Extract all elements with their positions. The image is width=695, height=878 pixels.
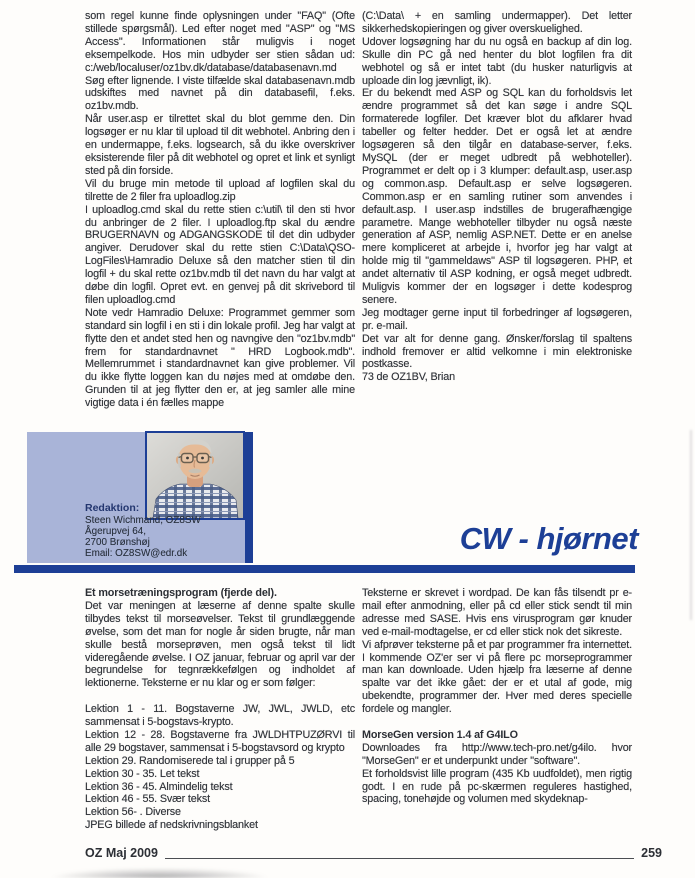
paragraph: Udover logsøgning har du nu også en backup af din log. Skulle din PC gå ned henter du blot logfilen fra dit webhotel og så er intet tabt (du husker naturligvis at uploade din log jævnligt, ik).	[362, 35, 632, 87]
top-article-right-column	[362, 10, 632, 410]
editor-info	[85, 502, 201, 559]
cw-article-left-column	[85, 587, 355, 832]
cw-article-heading: Et morsetræningsprogram (fjerde del).	[85, 587, 277, 599]
lektion-line: Lektion 46 - 55. Svær tekst	[85, 793, 210, 806]
scan-shadow-artifact	[52, 868, 267, 878]
paragraph: Et forholdsvist lille program (435 Kb uudfoldet), men rigtig godt. I en rude på pc-skærmen reguleres hastighed, spacing, tonehøjde og volumen med skydeknap-	[362, 767, 632, 806]
lektion-line: Lektion 30 - 35. Let tekst	[85, 767, 200, 780]
editor-email: Email: OZ8SW@edr.dk	[85, 548, 188, 559]
signature-line: 73 de OZ1BV, Brian	[362, 371, 455, 384]
scan-edge-artifact	[690, 430, 692, 620]
lektion-line: Lektion 36 - 45. Almindelig tekst	[85, 780, 233, 793]
paragraph: Downloades fra http://www.tech-pro.net/g4ilo. hvor "MorseGen" er et underpunkt under "software".	[362, 741, 632, 767]
editor-box	[27, 432, 253, 563]
paragraph: som regel kunne finde oplysningen under "FAQ" (Ofte stillede spørgsmål). Led efter noget med "ASP" og "MS Access". Informationen står muligvis i noget eksempelkode. Hos min udbyder ser stien sådan ud: c:/web/localuser/oz1bv.dk/database/databasenavn.md Søg efter lignende. I viste tilfælde skal databasenavn.mdb udskiftes med navnet på din databasefil, f.eks. oz1bv.mdb.	[85, 10, 355, 113]
top-article	[85, 10, 633, 410]
paragraph: Når user.asp er tilrettet skal du blot gemme den. Din logsøger er nu klar til upload til dit webhotel. Anbring den i en undermappe, f.eks. logsearch, så du ikke overskriver eksisterende filer på dit webhotel og opret et link et synligt sted på din forside.	[85, 113, 355, 177]
lektion-line: Lektion 56- . Diverse	[85, 806, 181, 819]
editor-name: Steen Wichmand, OZ8SW	[85, 515, 201, 526]
lektion-line: Lektion 1 - 11. Bogstaverne JW, JWL, JWLD, etc sammensat i 5-bogstavs-krypto.	[85, 703, 355, 729]
paragraph: Vil du bruge min metode til upload af logfilen skal du tilrette de 2 filer fra uploadlog.zip	[85, 177, 355, 203]
paragraph: Note vedr Hamradio Deluxe: Programmet gemmer som standard sin logfil i en sti i din lokale profil. Jeg har valgt at flytte den et andet sted hen og navngive den "oz1bv.mdb" frem for standardnavnet " HRD Logbook.mdb". Mellemrummet i standardnavnet kan give problemer. Vil du ikke flytte loggen kan du nøjes med at omdøbe den. Grunden til at jeg flytter den er, at jeg samler alle mine vigtige data i én fælles mappe	[85, 306, 355, 410]
editor-label: Redaktion:	[85, 502, 140, 514]
top-article-left-column	[85, 10, 355, 410]
paragraph: I uploadlog.cmd skal du rette stien c:\util\ til den sti hvor du anbringer de 2 filer. I uploadlog.ftp skal du ændre BRUGERNAVN og ADGANGSKODE til det din udbyder angiver. Derudover skal du rette stien C:\Data\QSO-LogFiles\Hamradio Deluxe så den matcher stien til din logfil + du skal rette oz1bv.mdb til det navn du har valgt at døbe din logfil. Opret evt. en genvej på dit skrivebord til filen uploadlog.cmd	[85, 203, 355, 306]
paragraph-gap	[362, 716, 632, 729]
paragraph: (C:\Data\ + en samling undermapper). Det letter sikkerhedskopieringen og giver overskuelighed.	[362, 10, 632, 35]
paragraph: Det var meningen at læserne af denne spalte skulle tilbydes tekst til morseøvelser. Tekst til grundlæggende øvelse, som det man for nogle år siden brugte, når man skulle bestå morseprøven, men også tekst til lidt videregående øvelse. I OZ januar, februar og april var der begrundelse for tegnrækkefølgen og indholdet af lektionerne. Teksterne er nu klar og er som følger:	[85, 599, 355, 690]
lektion-line: Lektion 12 - 28. Bogstaverne fra JWLDHTPUZØRVI til alle 29 bogstaver, sammensat i 5-bogstavsord og krypto	[85, 728, 355, 754]
cw-article-right-column	[362, 587, 632, 832]
section-divider-bar	[14, 565, 635, 573]
lektion-line: JPEG billede af nedskrivningsblanket	[85, 819, 258, 832]
editor-city: 2700 Brønshøj	[85, 537, 150, 548]
paragraph: Jeg modtager gerne input til forbedringer af logsøgeren, pr. e-mail.	[362, 306, 632, 332]
paragraph-gap	[85, 690, 355, 703]
paragraph: Vi afprøver teksterne på et par programmer fra internettet. I kommende OZ'er ser vi på flere pc morseprogrammer man kan downloade. Uden hjælp fra læserne af denne spalte var det ikke gået: der er et utal af gode, mig ubekendte, programmer der. Hver med deres specielle fordele og mangler.	[362, 638, 632, 716]
page-number: 259	[641, 846, 662, 860]
paragraph: Teksterne er skrevet i wordpad. De kan fås tilsendt pr e-mail efter anmodning, eller på cd eller stick sendt til min adresse med SASE. Hvis ens virusprogram gør knuder ved e-mail-modtagelse, er cd eller stick nok det sikreste.	[362, 587, 632, 638]
cw-article-subheading: MorseGen version 1.4 af G4ILO	[362, 728, 518, 741]
editor-street: Ågerupvej 64,	[85, 526, 146, 537]
cw-article	[85, 587, 633, 832]
section-title: CW - hjørnet	[459, 521, 638, 556]
paragraph: Er du bekendt med ASP og SQL kan du forholdsvis let ændre programmet så det kan søge i andre SQL formaterede logfiler. Det kræver blot du afklarer hvad tabeller og felter hedder. Det er også let at ændre logsøgeren så den tilgår en database-server, f.eks. MySQL (der er meget udbredt på webhoteller). Programmet er delt op i 3 klumper: default.asp, user.asp og common.asp. Default.asp er selve logsøgeren. Common.asp er en samling rutiner som anvendes i default.asp. I user.asp indstilles de brugerafhængige parametre. Mange webhoteller tilbyder nu også næste generation af ASP, nemlig ASP.NET. Dette er en anelse mere kompliceret at arbejde i, hvorfor jeg har valgt at holde mig til "gammeldaws" ASP til logsøgeren. PHP, et andet alternativ til ASP kodning, er også meget udbredt. Muligvis kommer der en logsøger i dette kodesprog senere.	[362, 87, 632, 306]
footer-rule	[165, 845, 634, 859]
paragraph: Det var alt for denne gang. Ønsker/forslag til spaltens indhold fremover er altid velkomne i min elektroniske postkasse.	[362, 332, 632, 371]
page-footer	[85, 845, 662, 860]
footer-journal-label: OZ Maj 2009	[85, 846, 158, 860]
lektion-line: Lektion 29. Randomiserede tal i grupper på 5	[85, 754, 295, 767]
